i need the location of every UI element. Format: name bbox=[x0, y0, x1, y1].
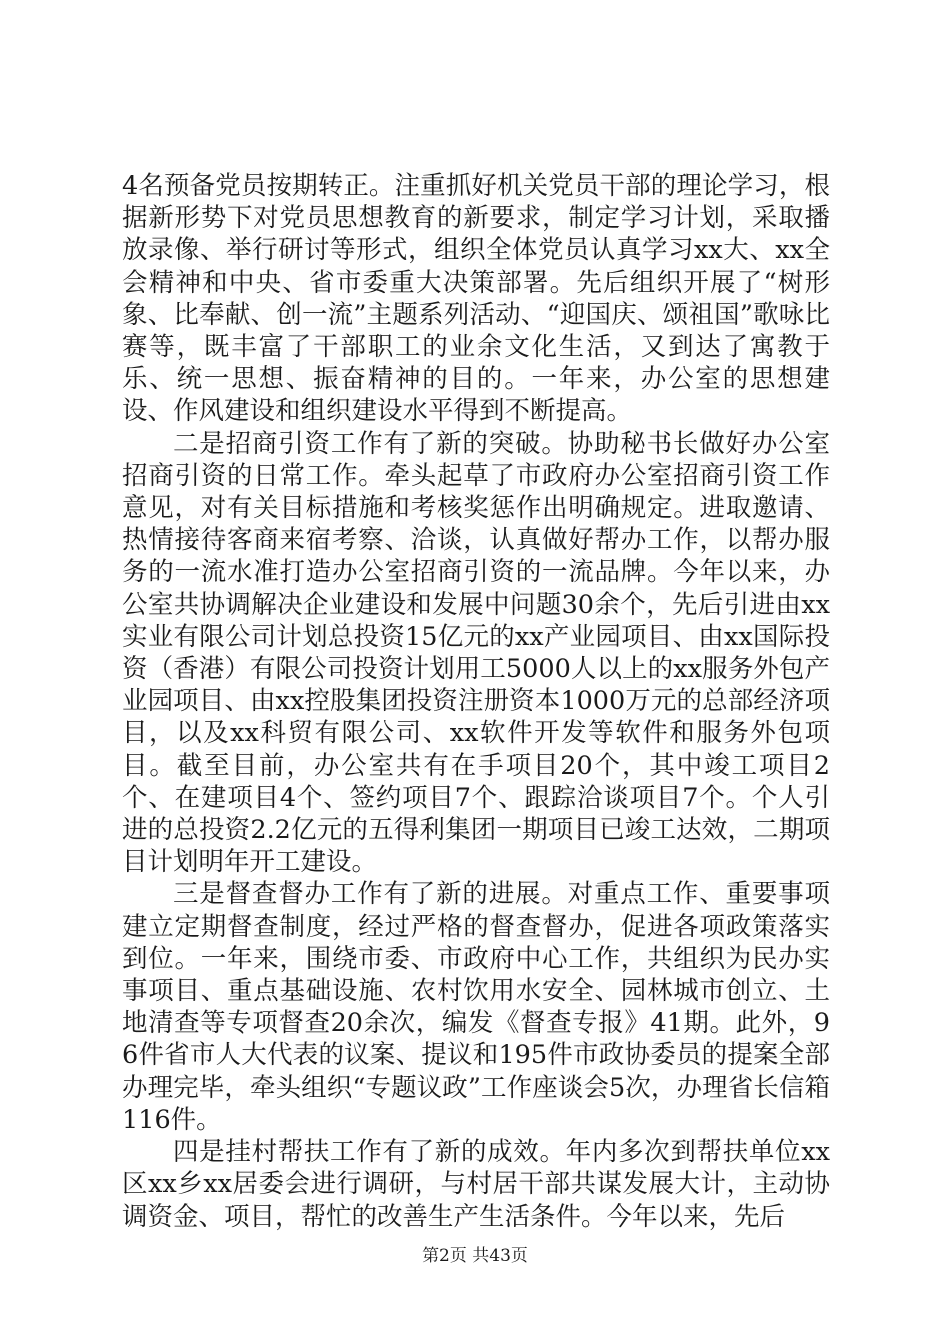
paragraph-supervision: 三是督查督办工作有了新的进展。对重点工作、重要事项建立定期督查制度，经过严格的督查督办，促进各项政策落实到位。一年来，围绕市委、市政府中心工作，共组织为民办实事项目、重点基础设施、农村饮用水安全、园林城市创立、土地清查等专项督查20余次，编发《督查专报》41期。此外，96件省市人大代表的议案、提议和195件市政协委员的提案全部办理完毕，牵头组织“专题议政”工作座谈会5次，办理省长信箱116件。 bbox=[122, 879, 830, 1135]
paragraph-village-support: 四是挂村帮扶工作有了新的成效。年内多次到帮扶单位xx区xx乡xx居委会进行调研，与村居干部共谋发展大计，主动协调资金、项目，帮忙的改善生产生活条件。今年以来，先后 bbox=[122, 1137, 830, 1232]
paragraph-investment: 二是招商引资工作有了新的突破。协助秘书长做好办公室招商引资的日常工作。牵头起草了市政府办公室招商引资工作意见，对有关目标措施和考核奖惩作出明确规定。进取邀请、热情接待客商来宿考察、洽谈，认真做好帮办工作，以帮办服务的一流水准打造办公室招商引资的一流品牌。今年以来，办公室共协调解决企业建设和发展中问题30余个，先后引进由xx实业有限公司计划总投资15亿元的xx产业园项目、由xx国际投资（香港）有限公司投资计划用工5000人以上的xx服务外包产业园项目、由xx控股集团投资注册资本1000万元的总部经济项目，以及xx科贸有限公司、xx软件开发等软件和服务外包项目。截至目前，办公室共有在手项目20个，其中竣工项目2个、在建项目4个、签约项目7个、跟踪洽谈项目7个。个人引进的总投资2.2亿元的五得利集团一期项目已竣工达效，二期项目计划明年开工建设。 bbox=[122, 428, 830, 878]
paragraph-party-members: 4名预备党员按期转正。注重抓好机关党员干部的理论学习，根据新形势下对党员思想教育的新要求，制定学习计划，采取播放录像、举行研讨等形式，组织全体党员认真学习xx大、xx全会精神和中央、省市委重大决策部署。先后组织开展了“树形象、比奉献、创一流”主题系列活动、“迎国庆、颂祖国”歌咏比赛等，既丰富了干部职工的业余文化生活，又到达了寓教于乐、统一思想、振奋精神的目的。一年来，办公室的思想建设、作风建设和组织建设水平得到不断提高。 bbox=[122, 171, 830, 427]
document-body bbox=[122, 170, 830, 1233]
page-footer: 第2页 共43页 bbox=[422, 1246, 528, 1266]
